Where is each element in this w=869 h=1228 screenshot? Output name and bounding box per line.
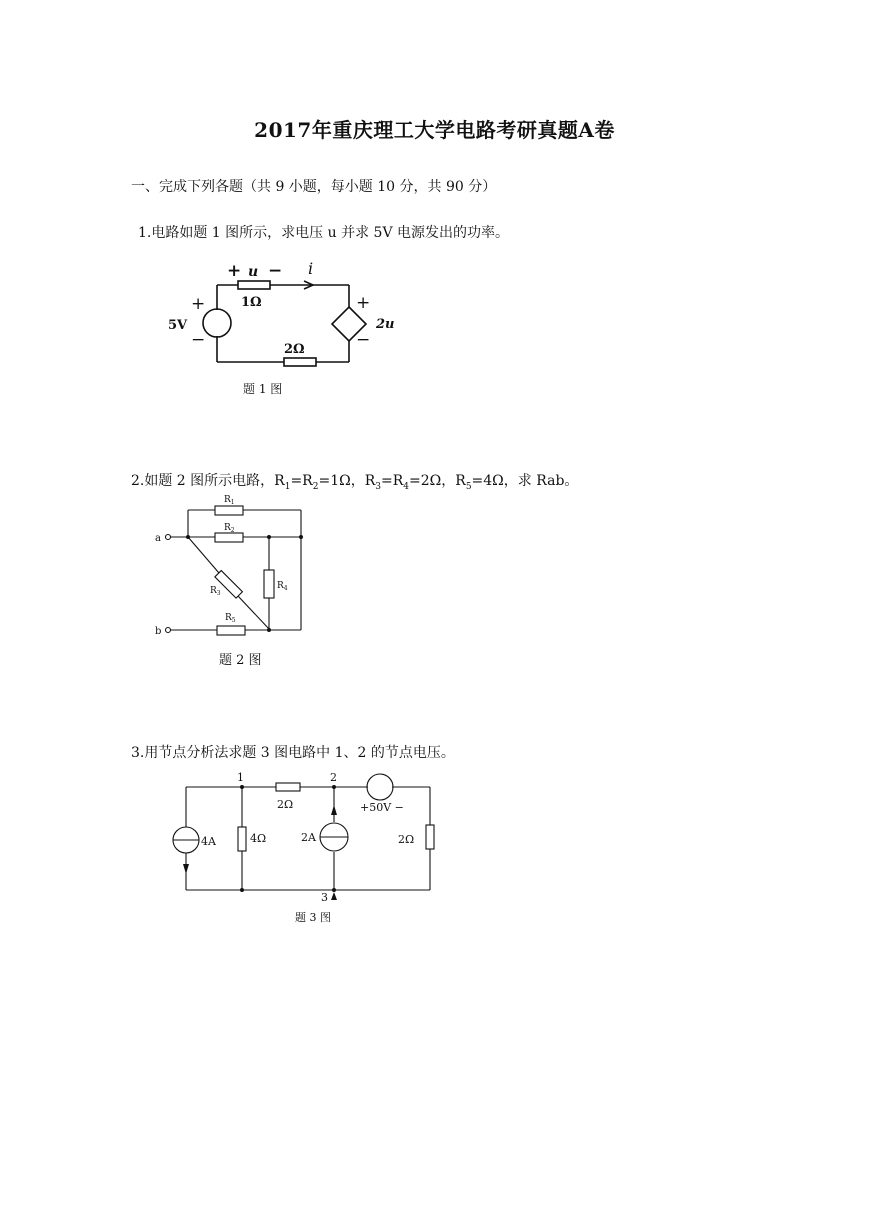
arrow-up-icon	[331, 892, 337, 900]
resistor-2ohm-top-label: 2Ω	[277, 798, 294, 811]
r2-label: $R_2$	[224, 523, 235, 534]
resistor-2ohm-label: 2Ω	[284, 342, 305, 357]
resistor-4ohm	[238, 827, 246, 851]
resistor-4ohm-label: 4Ω	[250, 832, 267, 845]
question-3-text: 3.用节点分析法求题 3 图电路中 1、2 的节点电压。	[131, 745, 455, 761]
voltage-u-label: u	[248, 264, 259, 280]
source-50v-label: +50V −	[360, 801, 404, 814]
junction-dot	[332, 785, 336, 789]
junction-dot	[240, 785, 244, 789]
section-heading: 一、完成下列各题（共 9 小题，每小题 10 分，共 90 分）	[131, 179, 497, 195]
page-title: 2017年重庆理工大学电路考研真题A卷	[254, 118, 615, 142]
resistor-2ohm-right-label: 2Ω	[398, 833, 415, 846]
dependent-source-label: 2u	[376, 317, 395, 332]
figure-3-caption: 题 3 图	[295, 911, 331, 924]
arrow-up-icon	[331, 805, 337, 815]
arrow-down-icon	[183, 864, 189, 874]
figure-1-caption: 题 1 图	[243, 382, 283, 396]
node-3-label: 3	[321, 891, 328, 904]
node-1-label: 1	[237, 771, 244, 784]
current-i-label: i	[308, 259, 314, 278]
resistor-1ohm-label: 1Ω	[241, 295, 262, 310]
question-2-text: 2.如题 2 图所示电路，$R_1=R_2=1\Omega$，$R_3=R_4=2\Omega$，$R_5=4\Omega$，求 Rab。	[131, 473, 579, 492]
resistor-2ohm-top	[276, 783, 300, 791]
source-2a-label: 2A	[301, 831, 316, 844]
source-5v-label: 5V	[168, 318, 188, 333]
minus-sign: −	[356, 330, 371, 350]
minus-sign: −	[191, 330, 206, 350]
r5-label: $R_5$	[225, 613, 236, 624]
plus-sign: +	[227, 261, 242, 281]
minus-sign: −	[268, 261, 283, 281]
plus-sign: +	[191, 294, 206, 314]
junction-dot	[240, 888, 244, 892]
figure-2-caption: 题 2 图	[219, 653, 262, 668]
node-a-label: a	[155, 533, 161, 544]
r1-label: $R_1$	[224, 495, 235, 506]
source-4a-label: 4A	[201, 835, 216, 848]
node-2-label: 2	[330, 771, 337, 784]
plus-sign: +	[356, 293, 371, 313]
r3-label: $R_3$	[210, 586, 221, 597]
node-b-label: b	[155, 626, 162, 637]
resistor-2ohm-right	[426, 825, 434, 849]
question-1-text: 1.电路如题 1 图所示，求电压 u 并求 5V 电源发出的功率。	[138, 225, 509, 241]
junction-dot	[332, 888, 336, 892]
r4-label: $R_4$	[277, 581, 288, 592]
voltage-source-50v	[367, 774, 393, 800]
